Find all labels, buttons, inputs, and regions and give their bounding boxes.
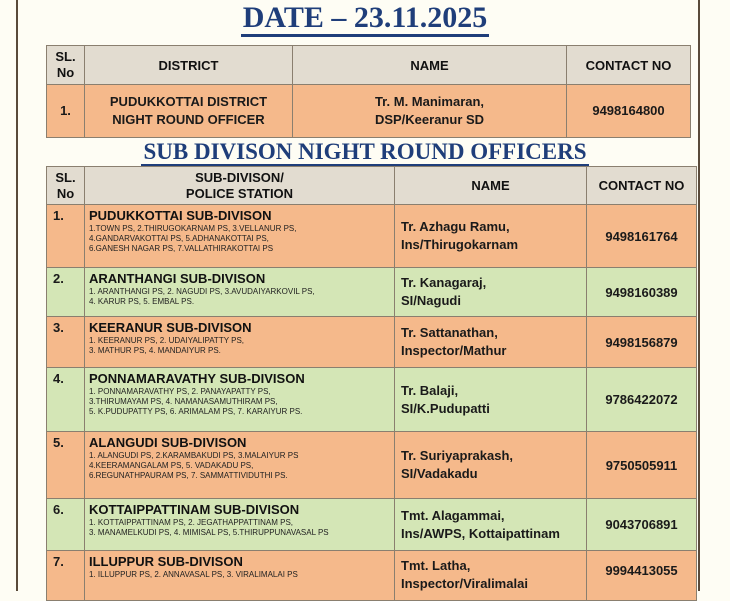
officer-post: Ins/AWPS, Kottaipattinam xyxy=(401,525,560,541)
station-line: 3. MATHUR PS, 4. MANDAIYUR PS. xyxy=(89,346,221,355)
subdivision-name: ARANTHANGI SUB-DIVISON xyxy=(89,271,266,286)
station-line: 1. ILLUPPUR PS, 2. ANNAVASAL PS, 3. VIRALIMALAI PS xyxy=(89,570,298,579)
subdivision-name: ALANGUDI SUB-DIVISON xyxy=(89,435,247,450)
station-line: 4.GANDARVAKOTTAI PS, 5.ADHANAKOTTAI PS, xyxy=(89,234,269,243)
officer-name: Tr. Balaji, xyxy=(401,382,459,398)
subdivision-cell xyxy=(85,499,395,551)
row-sl: 2. xyxy=(47,268,85,317)
station-line: 4. KARUR PS, 5. EMBAL PS. xyxy=(89,297,195,306)
contact-number: 9498160389 xyxy=(587,268,697,317)
officer-post: SI/Vadakadu xyxy=(401,466,478,481)
contact-number: 9498161764 xyxy=(587,205,697,268)
contact-number: 9043706891 xyxy=(587,499,697,551)
district-designation xyxy=(85,85,293,138)
page-border-right xyxy=(698,0,700,591)
subdivision-row-illuppur xyxy=(47,551,697,601)
subdivision-row-aranthangi xyxy=(47,268,697,317)
station-line: 1. ARANTHANGI PS, 2. NAGUDI PS, 3.AVUDAIYARKOVIL PS, xyxy=(89,287,315,296)
subdivision-cell xyxy=(85,432,395,499)
row-sl: 1. xyxy=(47,205,85,268)
subdivision-cell xyxy=(85,368,395,432)
station-line: 6.GANESH NAGAR PS, 7.VALLATHIRAKOTTAI PS xyxy=(89,244,274,253)
station-line: 1. KOTTAIPPATTINAM PS, 2. JEGATHAPPATTINAM PS, xyxy=(89,518,294,527)
officer-name-cell xyxy=(395,268,587,317)
subdivision-name: ILLUPPUR SUB-DIVISON xyxy=(89,554,243,569)
officer-name-cell xyxy=(395,368,587,432)
officer-name-cell xyxy=(395,551,587,601)
subdivision-row-keeranur xyxy=(47,317,697,368)
station-line: 3. MANAMELKUDI PS, 4. MIMISAL PS, 5.THIRUPPUNAVASAL PS xyxy=(89,528,329,537)
station-line: 1. ALANGUDI PS, 2.KARAMBAKUDI PS, 3.MALAIYUR PS xyxy=(89,451,299,460)
subdivision-heading-text: SUB DIVISON NIGHT ROUND OFFICERS xyxy=(141,139,588,167)
officer-name-cell xyxy=(395,317,587,368)
district-sl: 1. xyxy=(47,85,85,138)
officer-post: SI/K.Pudupatti xyxy=(401,400,490,416)
subdivision-name: KEERANUR SUB-DIVISON xyxy=(89,320,252,335)
officer-post: Inspector/Mathur xyxy=(401,343,507,358)
header-sl-no: SL. No xyxy=(47,46,85,85)
subdivision-name: KOTTAIPPATTINAM SUB-DIVISON xyxy=(89,502,300,517)
officer-name-cell xyxy=(395,499,587,551)
officer-post: Ins/Thirugokarnam xyxy=(401,237,519,252)
station-line: 1.TOWN PS, 2.THIRUGOKARNAM PS, 3.VELLANUR PS, xyxy=(89,224,297,233)
page-border-left xyxy=(16,0,18,591)
officer-post: Inspector/Viralimalai xyxy=(401,576,528,591)
district-contact: 9498164800 xyxy=(567,85,691,138)
contact-number: 9994413055 xyxy=(587,551,697,601)
district-officer-name xyxy=(293,85,567,138)
station-line: 6.REGUNATHPAURAM PS, 7. SAMMATTIVIDUTHI PS. xyxy=(89,471,288,480)
district-officer-table xyxy=(46,45,691,138)
district-table-header-row xyxy=(47,46,691,85)
row-sl: 7. xyxy=(47,551,85,601)
header-subdivision-line1: SUB-DIVISON/ xyxy=(195,169,284,185)
officer-name: Tr. Kanagaraj, xyxy=(401,275,487,290)
subdivision-name: PONNAMARAVATHY SUB-DIVISON xyxy=(89,371,305,386)
district-officer-row xyxy=(47,85,691,138)
date-heading xyxy=(0,0,730,36)
row-sl: 4. xyxy=(47,368,85,432)
subdivision-cell xyxy=(85,205,395,268)
district-line1: PUDUKKOTTAI DISTRICT xyxy=(109,94,268,109)
header-subdivision xyxy=(85,167,395,205)
district-line2: NIGHT ROUND OFFICER xyxy=(112,112,265,127)
subdivision-cell xyxy=(85,268,395,317)
row-sl: 6. xyxy=(47,499,85,551)
contact-number: 9498156879 xyxy=(587,317,697,368)
header-name: NAME xyxy=(293,46,567,85)
subdivision-row-kottaippattinam xyxy=(47,499,697,551)
subdivision-row-alangudi xyxy=(47,432,697,499)
officer-name: Tr. Azhagu Ramu, xyxy=(401,219,510,234)
officer-name-cell xyxy=(395,205,587,268)
station-line: 1. PONNAMARAVATHY PS, 2. PANAYAPATTY PS, xyxy=(89,387,271,396)
header-contact: CONTACT NO xyxy=(567,46,691,85)
date-heading-text: DATE – 23.11.2025 xyxy=(241,1,489,37)
header-contact: CONTACT NO xyxy=(587,167,697,205)
header-sl-no: SL. No xyxy=(47,167,85,205)
officer-name: Tmt. Latha, xyxy=(401,558,471,573)
officer-name: Tmt. Alagammai, xyxy=(401,507,505,523)
subdivision-row-pudukkottai xyxy=(47,205,697,268)
subdivision-officers-table xyxy=(46,166,697,601)
row-sl: 3. xyxy=(47,317,85,368)
officer-name: Tr. Suriyaprakash, xyxy=(401,448,514,463)
station-line: 4.KEERAMANGALAM PS, 5. VADAKADU PS, xyxy=(89,461,254,470)
officer-post: SI/Nagudi xyxy=(401,293,461,308)
station-line: 5. K.PUDUPATTY PS, 6. ARIMALAM PS, 7. KARAIYUR PS. xyxy=(89,407,303,416)
station-line: 1. KEERANUR PS, 2. UDAIYALIPATTY PS, xyxy=(89,336,245,345)
district-name-line2: DSP/Keeranur SD xyxy=(374,112,485,127)
subdivision-table-header-row xyxy=(47,167,697,205)
row-sl: 5. xyxy=(47,432,85,499)
station-line: 3.THIRUMAYAM PS, 4. NAMANASAMUTHIRAM PS, xyxy=(89,397,278,406)
header-name: NAME xyxy=(395,167,587,205)
header-subdivision-line2: POLICE STATION xyxy=(185,185,294,201)
subdivision-heading xyxy=(0,138,730,166)
header-district: DISTRICT xyxy=(85,46,293,85)
officer-name-cell xyxy=(395,432,587,499)
subdivision-name: PUDUKKOTTAI SUB-DIVISON xyxy=(89,208,272,223)
contact-number: 9750505911 xyxy=(587,432,697,499)
subdivision-cell xyxy=(85,317,395,368)
subdivision-cell xyxy=(85,551,395,601)
contact-number: 9786422072 xyxy=(587,368,697,432)
subdivision-row-ponnamaravathy xyxy=(47,368,697,432)
district-name-line1: Tr. M. Manimaran, xyxy=(374,94,485,109)
officer-name: Tr. Sattanathan, xyxy=(401,325,498,340)
